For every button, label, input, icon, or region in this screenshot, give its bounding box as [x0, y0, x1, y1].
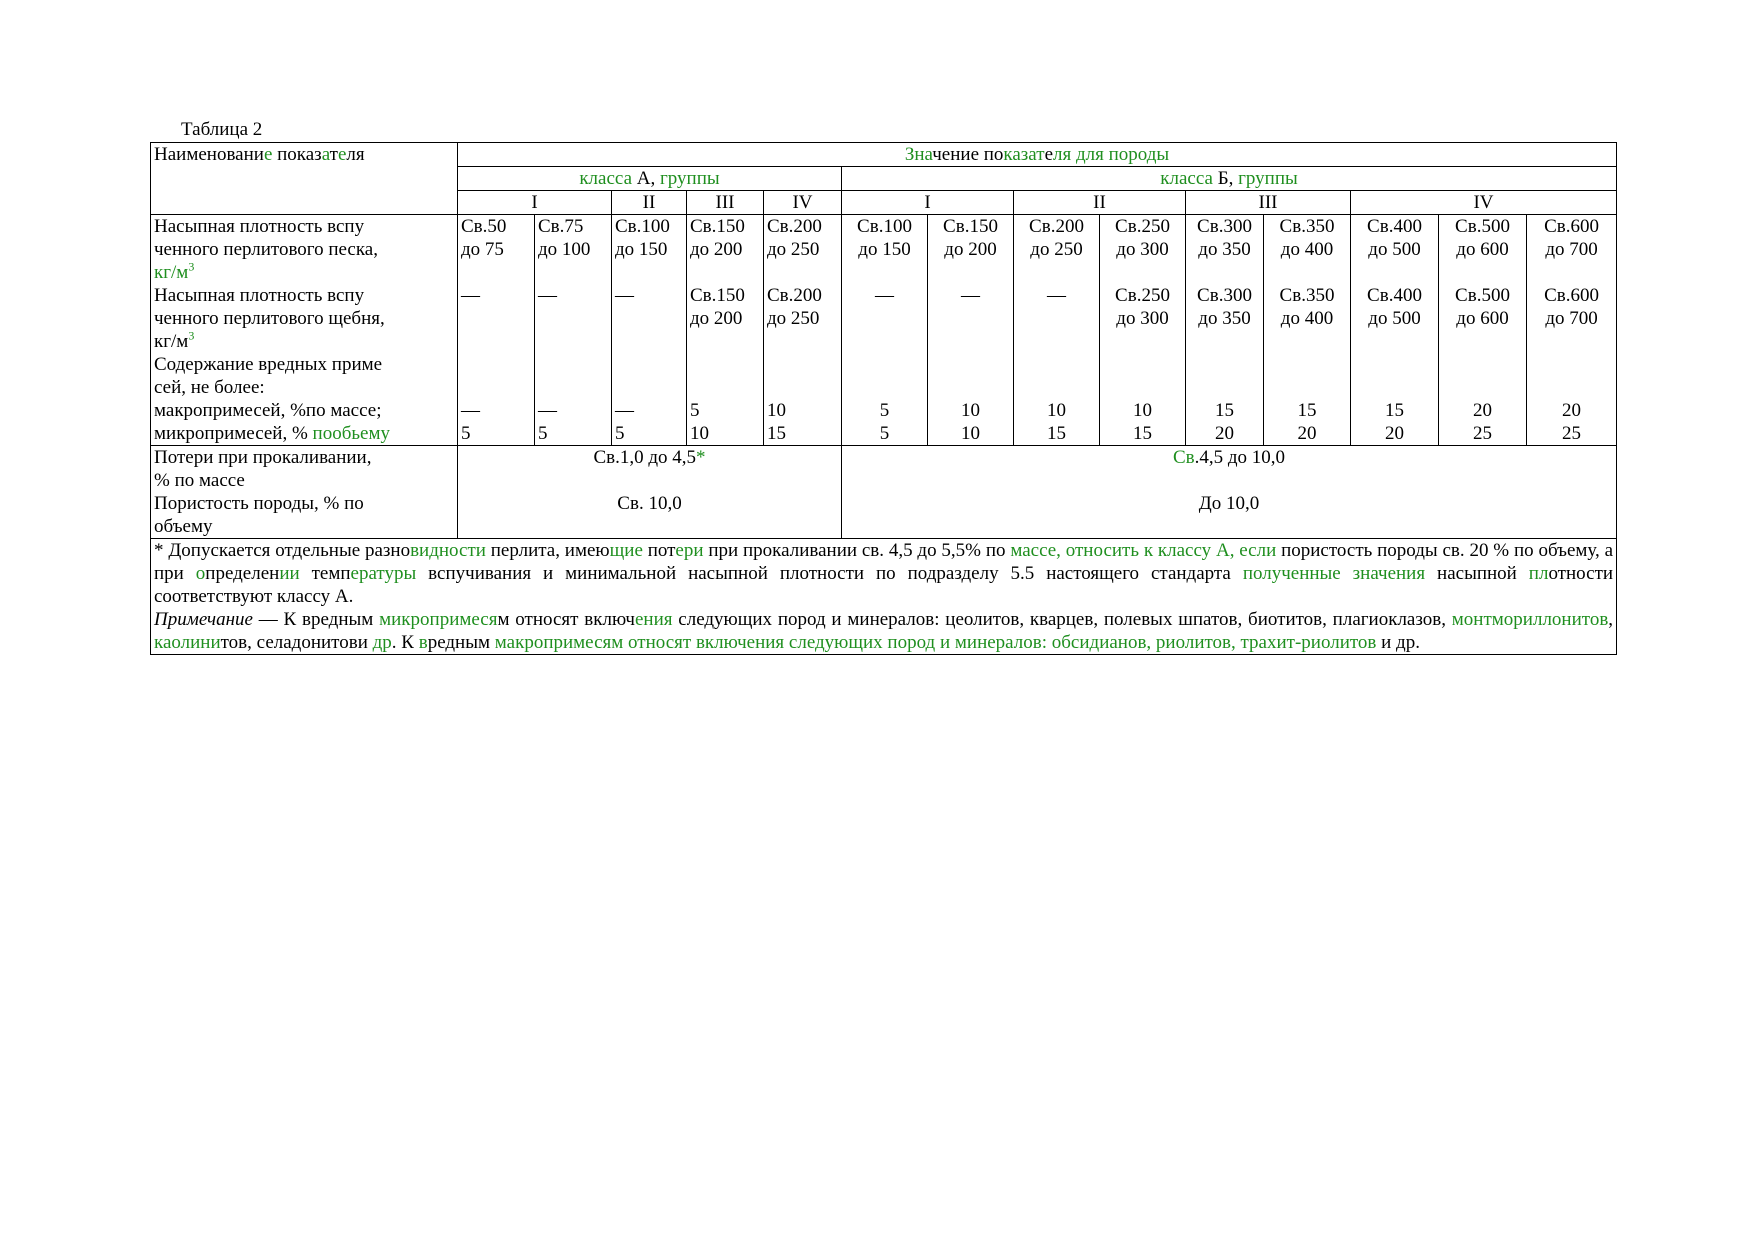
text-run: показ [272, 144, 322, 165]
macro-impurity-value: — [461, 400, 480, 421]
text-run: щие [609, 540, 643, 561]
group-a-1: I [458, 191, 612, 215]
spacer [1442, 330, 1523, 353]
spacer [461, 261, 531, 284]
sand-value: Св.600 [1544, 216, 1599, 237]
macro-impurity-value: 5 [879, 400, 890, 421]
header-spacer [151, 167, 458, 191]
text-run: ля [346, 144, 365, 165]
value-column [928, 215, 1014, 446]
value-column [612, 215, 687, 446]
calcination-porosity-labels [151, 446, 458, 539]
sand-value: Св.75 [538, 216, 584, 237]
spacer [845, 261, 924, 284]
text-run: а [321, 144, 330, 165]
calcination-label-2: % по массе [154, 470, 245, 491]
spacer [1017, 353, 1096, 376]
text-run: макропримесям относят включения следующих пород и минералов: обсидианов, риолитов, трахит-риолитов [494, 632, 1377, 653]
text-run: пот [642, 540, 676, 561]
spacer [767, 353, 838, 376]
text-run: .4,5 до 10,0 [1194, 447, 1286, 468]
footnote-text [154, 539, 1613, 608]
spacer [1103, 376, 1182, 399]
indicator-labels-cell [151, 215, 458, 446]
sand-value: до 600 [1456, 239, 1509, 260]
macro-impurity-value: 10 [1133, 400, 1152, 421]
text-run: Наименовани [154, 144, 264, 165]
spacer [1103, 261, 1182, 284]
spacer [1189, 330, 1260, 353]
text-run: отности соответствуют классу А. [154, 563, 1614, 607]
text-run: темп [299, 563, 351, 584]
sand-value: до 200 [690, 239, 743, 260]
macro-impurity-value: 10 [1047, 400, 1066, 421]
text-run: Зна [904, 144, 933, 165]
gravel-value: Св.150 [690, 285, 745, 306]
micro-impurity-value: 15 [1047, 423, 1066, 444]
impurities-label-2: сей, не более: [154, 377, 265, 398]
gravel-value: Св.400 [1367, 285, 1422, 306]
sand-value: Св.50 [461, 216, 507, 237]
macro-impurity-value: 10 [767, 400, 786, 421]
text-run: Св [1172, 447, 1195, 468]
note-text [154, 608, 1613, 654]
spacer [1267, 353, 1347, 376]
spacer [538, 261, 608, 284]
perlite-class-table [150, 142, 1617, 655]
header-row-2 [151, 167, 1617, 191]
micro-impurity-value: 5 [538, 423, 548, 444]
spacer [1103, 330, 1182, 353]
value-column [1351, 215, 1439, 446]
sand-value: Св.100 [615, 216, 670, 237]
spacer [690, 376, 760, 399]
spacer [931, 261, 1010, 284]
spacer [615, 261, 683, 284]
spacer [1189, 376, 1260, 399]
gravel-value: до 200 [690, 308, 743, 329]
group-b-4: IV [1351, 191, 1617, 215]
spacer [845, 376, 924, 399]
sand-value: Св.150 [690, 216, 745, 237]
gravel-value: — [461, 285, 480, 306]
text-run: класса [579, 168, 633, 189]
text-run: пределен [205, 563, 280, 584]
gravel-value: до 250 [767, 308, 820, 329]
macro-impurity-value: 15 [1215, 400, 1234, 421]
sand-value: Св.150 [943, 216, 998, 237]
macro-impurity-value: 20 [1473, 400, 1492, 421]
header-row-1 [151, 143, 1617, 167]
value-column [1439, 215, 1527, 446]
value-column [1264, 215, 1351, 446]
sand-value: до 250 [767, 239, 820, 260]
text-run: перлита, имею [485, 540, 610, 561]
gravel-value [538, 307, 608, 330]
group-b-3: III [1186, 191, 1351, 215]
spacer [1442, 261, 1523, 284]
sand-value: Св.200 [1029, 216, 1084, 237]
spacer [1017, 261, 1096, 284]
text-run: пористость породы св. 20 % по объему, а при [154, 540, 1614, 584]
spacer [1017, 330, 1096, 353]
table-caption: Таблица 2 [181, 119, 263, 140]
sand-value: Св.350 [1279, 216, 1335, 237]
sand-value: до 500 [1368, 239, 1421, 260]
sand-value: до 250 [1030, 239, 1083, 260]
text-run: А, [632, 168, 660, 189]
spacer [767, 376, 838, 399]
spacer [845, 353, 924, 376]
spacer [1354, 353, 1435, 376]
sand-value: Св.300 [1197, 216, 1252, 237]
macro-impurity-value: 20 [1562, 400, 1582, 421]
text-run: видности [410, 540, 486, 561]
micro-impurity-value: 20 [1297, 423, 1317, 444]
spacer [931, 353, 1010, 376]
text-run: ии [279, 563, 300, 584]
spacer [767, 261, 838, 284]
micro-impurity-value: 5 [879, 423, 890, 444]
group-b-1: I [842, 191, 1014, 215]
text-run: ние по [950, 144, 1004, 165]
spacer [690, 353, 760, 376]
text-run: следующих пород и минералов: цеолитов, кварцев, полевых шпатов, биотитов, плагиоклазов, [672, 609, 1452, 630]
text-run: че [932, 144, 951, 165]
gravel-value: Св.500 [1455, 285, 1510, 306]
calcination-value-b [845, 446, 1613, 469]
gravel-value: — [875, 285, 894, 306]
micro-impurity-value: 25 [1473, 423, 1492, 444]
macro-impurity-value: — [538, 400, 557, 421]
gravel-label-1: Насыпная плотность вспу [154, 285, 365, 306]
gravel-value: Св.250 [1115, 285, 1170, 306]
spacer [1267, 330, 1347, 353]
group-b-2: II [1014, 191, 1186, 215]
value-column [764, 215, 842, 446]
value-column [1527, 215, 1617, 446]
gravel-value: Св.600 [1544, 285, 1599, 306]
spacer [690, 330, 760, 353]
micro-impurity-value: 10 [961, 423, 980, 444]
text-run: ери [675, 540, 704, 561]
gravel-value: — [1047, 285, 1066, 306]
value-column [535, 215, 612, 446]
spacer [615, 353, 683, 376]
value-column [842, 215, 928, 446]
text-run: т [329, 144, 338, 165]
sand-value: до 300 [1116, 239, 1169, 260]
gravel-value: Св.350 [1279, 285, 1335, 306]
spacer [1442, 353, 1523, 376]
porosity-value-b: До 10,0 [1198, 493, 1260, 514]
header-spacer [151, 191, 458, 215]
text-run: др [372, 632, 392, 653]
text-run: группы [660, 168, 720, 189]
spacer [1017, 376, 1096, 399]
text-run: пообьему [312, 423, 390, 444]
footnote-row [151, 539, 1617, 655]
value-column [1014, 215, 1100, 446]
impurities-label-micro [154, 422, 454, 445]
impurities-label-1: Содержание вредных приме [154, 354, 383, 375]
spacer [690, 261, 760, 284]
spacer [538, 353, 608, 376]
value-column [1186, 215, 1264, 446]
impurities-label-3: макропримесей, %по массе; [154, 400, 382, 421]
class-a-calcination-porosity [458, 446, 842, 539]
sand-value: до 150 [615, 239, 668, 260]
text-run: класса [1160, 168, 1213, 189]
sand-value: Св.100 [857, 216, 912, 237]
spacer [1354, 330, 1435, 353]
micro-impurity-value: 25 [1562, 423, 1582, 444]
spacer [1354, 261, 1435, 284]
micro-impurity-value: 15 [1133, 423, 1152, 444]
sand-unit: $кг/м^3$ [154, 259, 195, 283]
macro-impurity-value: — [615, 400, 634, 421]
spacer [1530, 353, 1613, 376]
gravel-value: до 700 [1545, 308, 1598, 329]
gravel-value: Св.200 [767, 285, 822, 306]
spacer [1530, 376, 1613, 399]
text-run: — К вредным [252, 609, 380, 630]
porosity-label-2: объему [154, 516, 213, 537]
gravel-value: до 600 [1456, 308, 1509, 329]
spacer [1189, 261, 1260, 284]
text-run: , [1608, 609, 1614, 630]
text-run: микропримесей, % [154, 423, 313, 444]
text-run: в [418, 632, 428, 653]
spacer [767, 330, 838, 353]
spacer [1442, 376, 1523, 399]
macro-impurity-value: 15 [1385, 400, 1404, 421]
text-run: тов, селадонитови [220, 632, 373, 653]
class-b-header [842, 167, 1617, 191]
footnote-cell [151, 539, 1617, 655]
text-run: ературы [350, 563, 417, 584]
class-b-calcination-porosity [842, 446, 1617, 539]
calcination-porosity-row [151, 446, 1617, 539]
group-a-2: II [612, 191, 687, 215]
text-run: ения [634, 609, 673, 630]
gravel-label-2: ченного перлитового щебня, [154, 308, 385, 329]
text-run: примеся [429, 609, 498, 630]
spacer [1530, 261, 1613, 284]
sand-value: Св.500 [1455, 216, 1510, 237]
text-run: редным [427, 632, 495, 653]
gravel-value: до 500 [1368, 308, 1421, 329]
group-a-4: IV [764, 191, 842, 215]
sand-value: Св.400 [1367, 216, 1422, 237]
spacer [845, 330, 924, 353]
sand-value: Св.200 [767, 216, 822, 237]
sand-label-1: Насыпная плотность вспу [154, 216, 365, 237]
text-run: е [337, 144, 347, 165]
sand-label-2: ченного перлитового песка, [154, 239, 378, 260]
header-row-3 [151, 191, 1617, 215]
text-run: Св.1,0 до 4,5 [593, 447, 697, 468]
text-run: ля для породы [1053, 144, 1170, 165]
text-run: при прокаливании св. 4,5 до 5,5% по [703, 540, 1011, 561]
text-run: м относят включ [497, 609, 635, 630]
spacer [615, 330, 683, 353]
sand-value: до 75 [461, 239, 504, 260]
class-a-header [458, 167, 842, 191]
spacer [538, 376, 608, 399]
macro-impurity-value: 15 [1297, 400, 1317, 421]
spacer [1530, 330, 1613, 353]
gravel-value: — [538, 285, 557, 306]
porosity-value-a: Св. 10,0 [617, 493, 682, 514]
value-column [687, 215, 764, 446]
spacer [1267, 376, 1347, 399]
spacer [461, 353, 531, 376]
gravel-value: до 400 [1280, 308, 1334, 329]
micro-impurity-value: 20 [1385, 423, 1404, 444]
spacer [538, 330, 608, 353]
spacer [615, 376, 683, 399]
gravel-value [1017, 307, 1096, 330]
porosity-label-1: Пористость породы, % по [154, 493, 364, 514]
micro-impurity-value: 20 [1215, 423, 1234, 444]
gravel-value [615, 307, 683, 330]
sand-value: до 350 [1198, 239, 1251, 260]
text-run: каолини [154, 632, 221, 653]
text-run: группы [1238, 168, 1298, 189]
gravel-value: Св.300 [1197, 285, 1252, 306]
micro-impurity-value: 5 [461, 423, 471, 444]
gravel-value: — [615, 285, 634, 306]
gravel-unit: $кг/м^3$ [154, 328, 195, 352]
gravel-value [931, 307, 1010, 330]
gravel-value: до 300 [1116, 308, 1169, 329]
text-run: Примечание [154, 609, 253, 630]
spacer [1354, 376, 1435, 399]
text-run: насыпной [1425, 563, 1529, 584]
indicator-name-header [151, 143, 458, 167]
text-run: . К [391, 632, 419, 653]
gravel-value: до 350 [1198, 308, 1251, 329]
text-run: е [263, 144, 273, 165]
text-run: микро [379, 609, 430, 630]
text-run: * [696, 447, 706, 468]
gravel-value [845, 307, 924, 330]
text-run: Б, [1212, 168, 1239, 189]
spacer [1189, 353, 1260, 376]
spacer [931, 330, 1010, 353]
density-impurity-row [151, 215, 1617, 446]
spacer [1103, 353, 1182, 376]
micro-impurity-value: 5 [615, 423, 625, 444]
gravel-value [461, 307, 531, 330]
calcination-label-1: Потери при прокаливании, [154, 447, 372, 468]
sand-value: до 150 [858, 239, 911, 260]
text-run: о [195, 563, 206, 584]
spacer [1267, 261, 1347, 284]
micro-impurity-value: 15 [767, 423, 786, 444]
text-run: вспучивания и минимальной насыпной плотности по подразделу 5.5 настоящего стандарта [416, 563, 1243, 584]
spacer [931, 376, 1010, 399]
group-a-3: III [687, 191, 764, 215]
sand-value: до 400 [1280, 239, 1334, 260]
sand-value: до 100 [538, 239, 591, 260]
indicator-values-header [458, 143, 1617, 167]
text-run: е [1044, 144, 1053, 165]
gravel-value: — [961, 285, 980, 306]
text-run: казат [1003, 144, 1045, 165]
calcination-value-a [461, 446, 838, 469]
spacer [461, 376, 531, 399]
value-column [458, 215, 535, 446]
spacer [461, 330, 531, 353]
text-run: массе, относить к классу А, если [1010, 540, 1277, 561]
text-run: пл [1528, 563, 1549, 584]
sand-value: Св.250 [1115, 216, 1170, 237]
sand-value: до 200 [944, 239, 997, 260]
text-run: и др. [1376, 632, 1420, 653]
text-run: полученные значения [1242, 563, 1426, 584]
text-run: монтмориллонитов [1451, 609, 1609, 630]
text-run: * Допускается отдельные разно [154, 540, 411, 561]
sand-value: до 700 [1545, 239, 1598, 260]
macro-impurity-value: 5 [690, 400, 700, 421]
value-column [1100, 215, 1186, 446]
micro-impurity-value: 10 [690, 423, 709, 444]
macro-impurity-value: 10 [961, 400, 980, 421]
